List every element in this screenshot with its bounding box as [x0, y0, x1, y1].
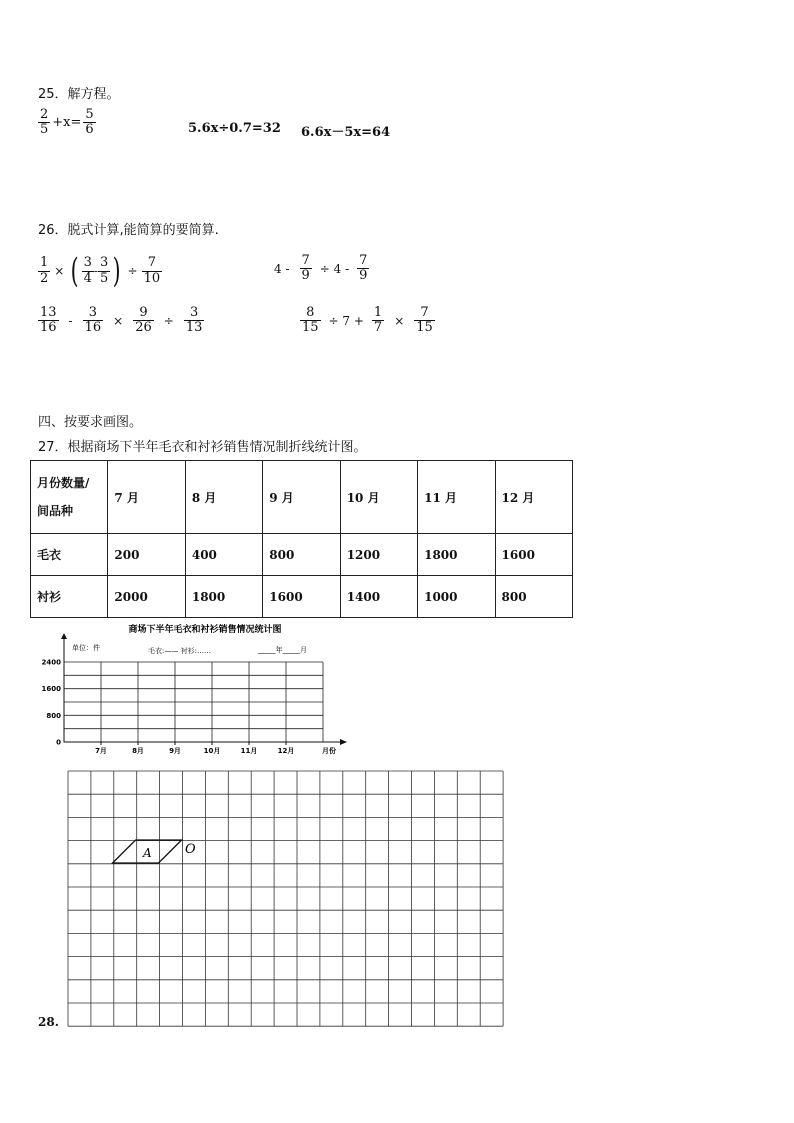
q26-expression-4: $\frac{8}{15}$ ÷ 7 + $\frac{1}{7}$ × $\frac{7}{15}$ — [302, 305, 433, 336]
x-tick-label: 9月 — [169, 747, 181, 755]
table-cell: 800 — [495, 576, 572, 618]
month-header: 8 月 — [185, 461, 262, 534]
chart-title: 商场下半年毛衣和衬衫销售情况统计图 — [128, 625, 282, 635]
x-tick-label: 7月 — [95, 747, 107, 755]
row-label: 衬衫 — [31, 576, 108, 618]
table-cell: 1200 — [340, 534, 417, 576]
section-heading: 四、按要求画图。 — [38, 415, 143, 430]
q26-expression-3: $\frac{13}{16}$ - $\frac{3}{16}$ × $\frac{9}{26}$ ÷ $\frac{3}{13}$ — [40, 305, 203, 336]
chart-date-note: _____年_____月 — [258, 646, 307, 654]
x-tick-label: 8月 — [132, 747, 144, 755]
row-label: 毛衣 — [31, 534, 108, 576]
table-cell: 1600 — [495, 534, 572, 576]
point-label-o: O — [185, 842, 196, 857]
q26-title: 26．脱式计算,能简算的要简算. — [38, 223, 219, 238]
q27-title: 27．根据商场下半年毛衣和衬衫销售情况制折线统计图。 — [38, 440, 367, 455]
table-cell: 2000 — [108, 576, 185, 618]
grid-lines — [68, 771, 503, 1026]
table-row — [31, 534, 573, 576]
fraction: $\frac{2}{5}$ — [40, 107, 49, 138]
chart-legend: 毛衣:—— 衬衫:…… — [148, 647, 211, 655]
table-cell: 200 — [108, 534, 185, 576]
x-axis-label: 月份 — [322, 747, 336, 755]
table-cell: 400 — [185, 534, 262, 576]
table-row — [31, 576, 573, 618]
table-cell: 1000 — [418, 576, 495, 618]
table-cell: 1600 — [263, 576, 340, 618]
month-header: 12 月 — [495, 461, 572, 534]
month-header: 9 月 — [263, 461, 340, 534]
table-header-row — [31, 461, 573, 534]
chart-unit: 单位：件 — [72, 644, 100, 652]
x-axis-arrow-icon — [340, 739, 347, 745]
x-tick-label: 11月 — [240, 747, 258, 755]
q28-label: 28. — [38, 1015, 59, 1029]
table-cell: 1400 — [340, 576, 417, 618]
chart-x-ticks — [95, 742, 294, 755]
y-axis-arrow-icon — [61, 633, 67, 639]
table-corner-header: 月份数量/ 间品种 — [31, 461, 108, 534]
month-header: 11 月 — [418, 461, 495, 534]
q25-equation-3: 6.6x－5x=64 — [301, 125, 391, 140]
fraction: $\frac{5}{6}$ — [85, 107, 94, 138]
y-tick-label: 800 — [46, 711, 61, 720]
chart-grid — [64, 662, 323, 742]
table-cell: 1800 — [418, 534, 495, 576]
q25-equation-2: 5.6x÷0.7=32 — [188, 121, 281, 136]
sales-table — [30, 460, 573, 618]
x-tick-label: 10月 — [203, 747, 221, 755]
q25-title: 25．解方程。 — [38, 87, 120, 102]
q25-equation-1 — [38, 108, 96, 138]
month-header: 10 月 — [340, 461, 417, 534]
y-tick-label: 2400 — [41, 658, 61, 667]
shape-label-a: A — [143, 846, 152, 860]
q26-expression-1: $\frac{1}{2}$ × ( $\frac{3}{4}$ - $\frac{3}{5}$ ) ÷ $\frac{7}{10}$ — [40, 251, 161, 291]
y-tick-label: 1600 — [41, 685, 61, 694]
y-tick-label: 0 — [56, 738, 61, 747]
equation-text: +x= — [52, 115, 82, 131]
line-chart — [30, 618, 360, 760]
chart-y-ticks — [42, 659, 62, 747]
drawing-grid — [66, 769, 504, 1029]
x-tick-label: 12月 — [277, 747, 295, 755]
table-cell: 1800 — [185, 576, 262, 618]
table-cell: 800 — [263, 534, 340, 576]
month-header: 7 月 — [108, 461, 185, 534]
q26-expression-2: 4 - $\frac{7}{9}$ ÷ 4 - $\frac{7}{9}$ — [274, 253, 368, 284]
